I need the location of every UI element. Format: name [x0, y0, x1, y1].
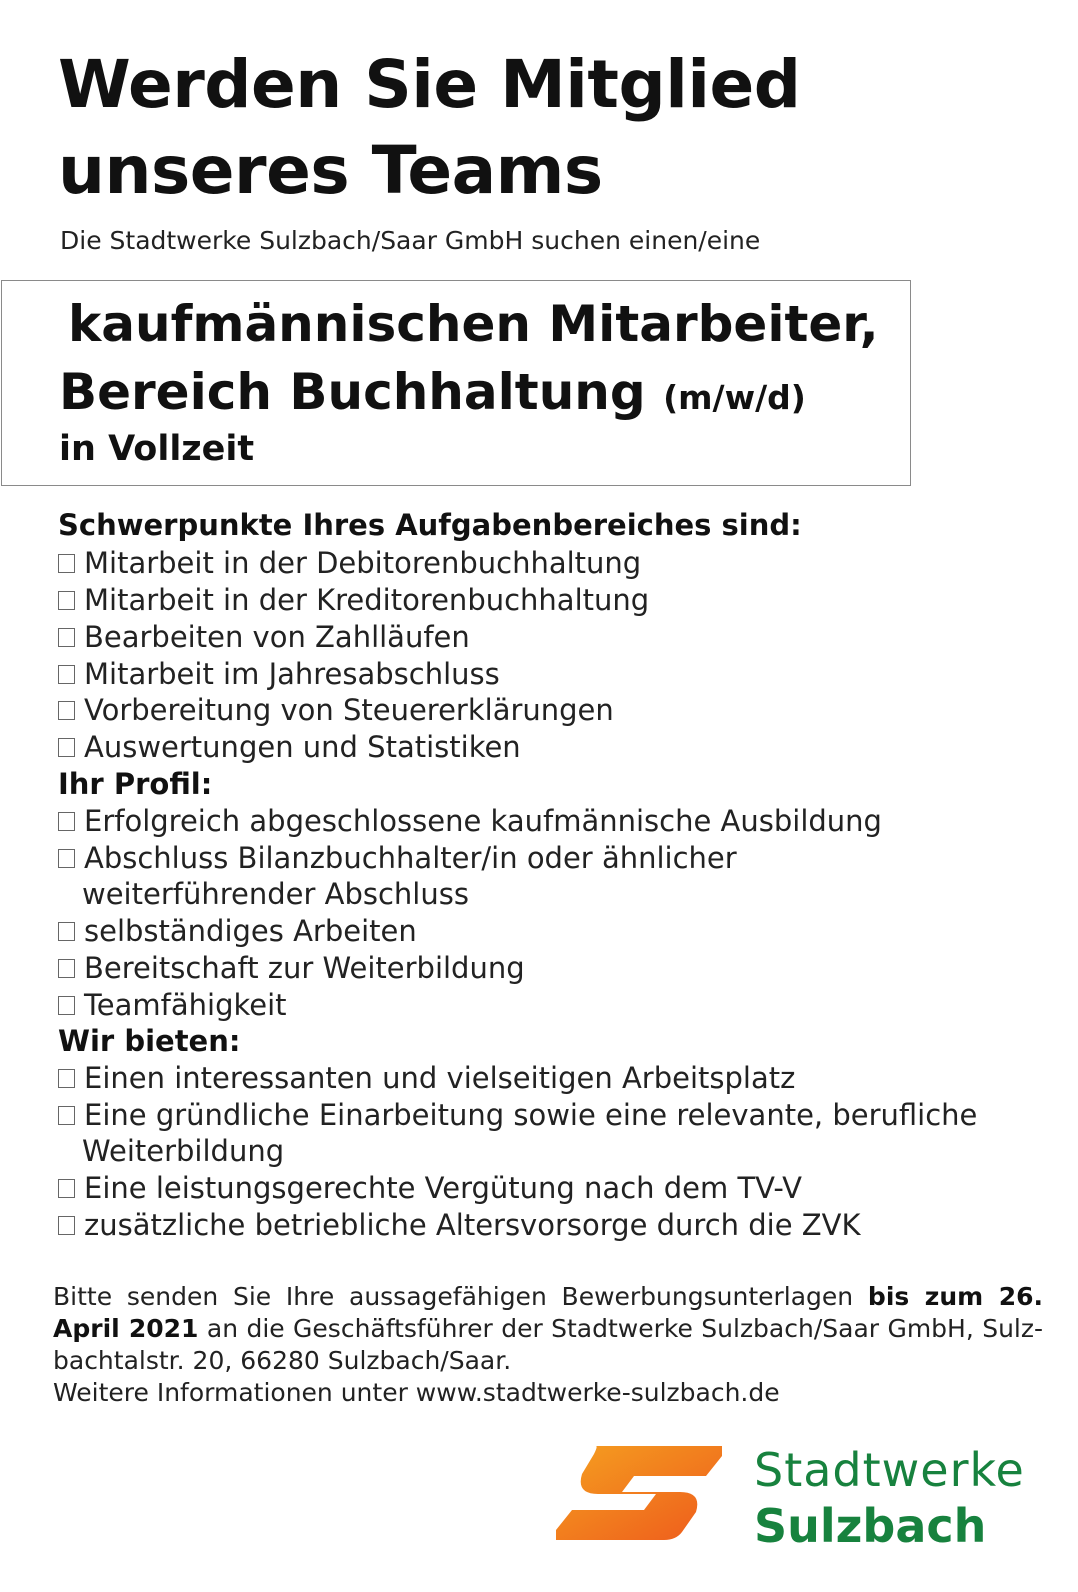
profile-item: Abschluss Bilanzbuchhalter/in oder ähnlicher	[58, 841, 737, 875]
bullet-box-icon	[58, 1216, 75, 1235]
logo-line2: Sulzbach	[754, 1499, 987, 1553]
profile-item: Bereitschaft zur Weiterbildung	[58, 951, 525, 985]
offer-item: Eine leistungsgerechte Vergütung nach dem TV-V	[58, 1171, 802, 1205]
bullet-box-icon	[58, 591, 75, 610]
bullet-box-icon	[58, 554, 75, 573]
tasks-heading: Schwerpunkte Ihres Aufgabenbereiches sind:	[58, 508, 802, 542]
stadtwerke-logo-icon	[556, 1446, 722, 1540]
task-item: Mitarbeit in der Debitorenbuchhaltung	[58, 546, 641, 580]
profile-heading: Ihr Profil:	[58, 767, 213, 801]
profile-item-continuation: weiterführender Abschluss	[82, 877, 469, 911]
offer-item: Einen interessanten und vielseitigen Arbeitsplatz	[58, 1061, 795, 1095]
task-item: Mitarbeit in der Kreditorenbuchhaltung	[58, 583, 649, 617]
bullet-box-icon	[58, 922, 75, 941]
offer-item: zusätzliche betriebliche Altersvorsorge durch die ZVK	[58, 1208, 861, 1242]
headline-line2: unseres Teams	[58, 132, 603, 209]
headline-line1: Werden Sie Mitglied	[58, 46, 801, 123]
application-instructions	[53, 1281, 1043, 1409]
bullet-box-icon	[58, 701, 75, 720]
bullet-box-icon	[58, 738, 75, 757]
bullet-box-icon	[58, 812, 75, 831]
job-title-line2	[59, 363, 806, 421]
intro-text: Die Stadtwerke Sulzbach/Saar GmbH suchen einen/eine	[60, 226, 761, 255]
job-title-box	[1, 280, 911, 486]
application-address: an die Geschäftsführer der Stadtwerke Sulzbach/Saar GmbH, Sulz-bachtalstr. 20, 66280 Sulzbach/Saar.	[53, 1314, 1044, 1375]
logo-line1: Stadtwerke	[754, 1443, 1025, 1497]
headline	[58, 42, 800, 214]
application-text: Bitte senden Sie Ihre aussagefähigen Bewerbungsunterlagen	[53, 1282, 868, 1311]
task-item: Bearbeiten von Zahlläufen	[58, 620, 470, 654]
bullet-box-icon	[58, 1179, 75, 1198]
profile-item: selbständiges Arbeiten	[58, 914, 417, 948]
offer-item: Eine gründliche Einarbeitung sowie eine relevante, berufliche	[58, 1098, 977, 1132]
job-gender-tag: (m/w/d)	[663, 378, 806, 417]
bullet-box-icon	[58, 996, 75, 1015]
offer-heading: Wir bieten:	[58, 1024, 241, 1058]
bullet-box-icon	[58, 1106, 75, 1125]
job-title-department: Bereich Buchhaltung	[59, 363, 646, 421]
application-deadline: bis zum 26. April 2021	[53, 1282, 1043, 1343]
stadtwerke-logo-wordmark	[754, 1442, 1025, 1554]
profile-item: Teamfähigkeit	[58, 988, 287, 1022]
task-item: Mitarbeit im Jahresabschluss	[58, 657, 500, 691]
bullet-box-icon	[58, 1069, 75, 1088]
profile-item: Erfolgreich abgeschlossene kaufmännische Ausbildung	[58, 804, 882, 838]
bullet-box-icon	[58, 959, 75, 978]
more-info-link[interactable]: Weitere Informationen unter www.stadtwerke-sulzbach.de	[53, 1378, 780, 1407]
bullet-box-icon	[58, 665, 75, 684]
bullet-box-icon	[58, 628, 75, 647]
task-item: Vorbereitung von Steuererklärungen	[58, 693, 614, 727]
job-title-line3: in Vollzeit	[59, 429, 255, 469]
job-title-line1: kaufmännischen Mitarbeiter,	[68, 295, 879, 353]
offer-item-continuation: Weiterbildung	[82, 1134, 285, 1168]
bullet-box-icon	[58, 849, 75, 868]
task-item: Auswertungen und Statistiken	[58, 730, 521, 764]
